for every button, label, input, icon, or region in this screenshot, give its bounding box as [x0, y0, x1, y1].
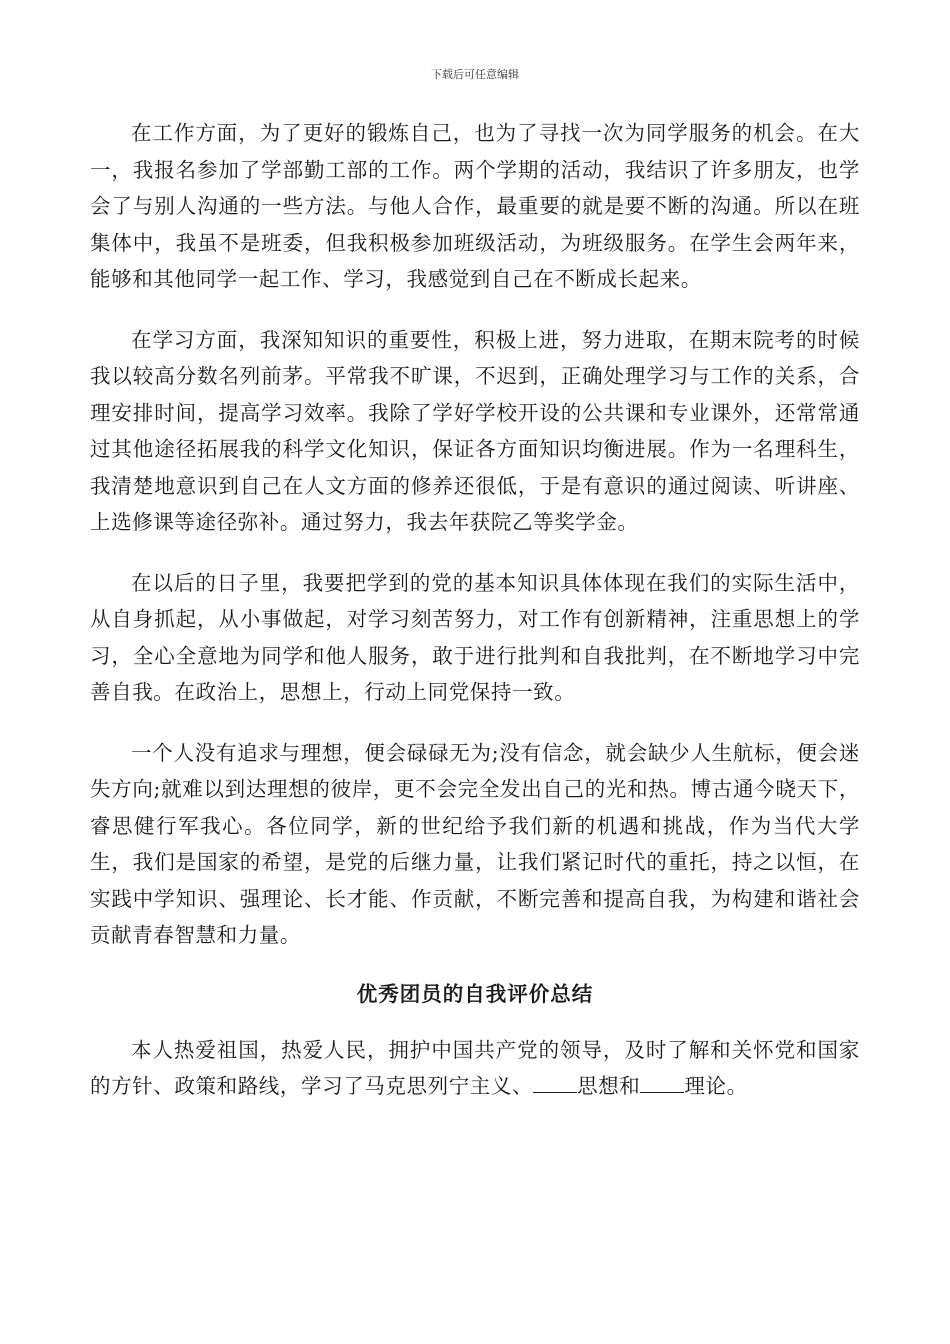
- page-header-note: 下载后可任意编辑: [431, 68, 519, 81]
- fill-blank-1: [533, 1074, 577, 1093]
- paragraph-ideals: 一个人没有追求与理想，便会碌碌无为;没有信念，就会缺少人生航标，便会迷失方向;就难以到达理想的彼岸，更不会完全发出自己的光和热。博古通今晓天下，睿思健行军我心。各位同学，新的世纪给予我们新的机遇和挑战，作为当代大学生，我们是国家的希望，是党的后继力量，让我们紧记时代的重托，持之以恒，在实践中学知识、强理论、长才能、作贡献，不断完善和提高自我，为构建和谐社会贡献青春智慧和力量。: [90, 740, 860, 947]
- document-body: [90, 115, 860, 1105]
- paragraph-study: 在学习方面，我深知知识的重要性，积极上进，努力进取，在期末院考的时候我以较高分数名列前茅。平常我不旷课，不迟到，正确处理学习与工作的关系，合理安排时间，提高学习效率。我除了学好学校开设的公共课和专业课外，还常常通过其他途径拓展我的科学文化知识，保证各方面知识均衡进展。作为一名理科生，我清楚地意识到自己在人文方面的修养还很低，于是有意识的通过阅读、听讲座、上选修课等途径弥补。通过努力，我去年获院乙等奖学金。: [90, 327, 860, 534]
- intro-text-2: 思想和: [577, 1074, 641, 1098]
- intro-text-3: 理论。: [684, 1074, 748, 1098]
- fill-blank-2: [640, 1074, 684, 1093]
- intro-text-1: 本人热爱祖国，热爱人民，拥护中国共产党的领导，及时了解和关怀党和国家的方针、政策和路线，学习了马克思列宁主义、: [90, 1037, 860, 1098]
- section-title: 优秀团员的自我评价总结: [356, 981, 594, 1006]
- paragraph-future: 在以后的日子里，我要把学到的党的基本知识具体体现在我们的实际生活中，从自身抓起，从小事做起，对学习刻苦努力，对工作有创新精神，注重思想上的学习，全心全意地为同学和他人服务，敢于进行批判和自我批判，在不断地学习中完善自我。在政治上，思想上，行动上同党保持一致。: [90, 570, 860, 704]
- paragraph-intro: [90, 1032, 860, 1105]
- paragraph-work: 在工作方面，为了更好的锻炼自己，也为了寻找一次为同学服务的机会。在大一，我报名参加了学部勤工部的工作。两个学期的活动，我结识了许多朋友，也学会了与别人沟通的一些方法。与他人合作，最重要的就是要不断的沟通。所以在班集体中，我虽不是班委，但我积极参加班级活动，为班级服务。在学生会两年来，能够和其他同学一起工作、学习，我感觉到自己在不断成长起来。: [90, 121, 860, 291]
